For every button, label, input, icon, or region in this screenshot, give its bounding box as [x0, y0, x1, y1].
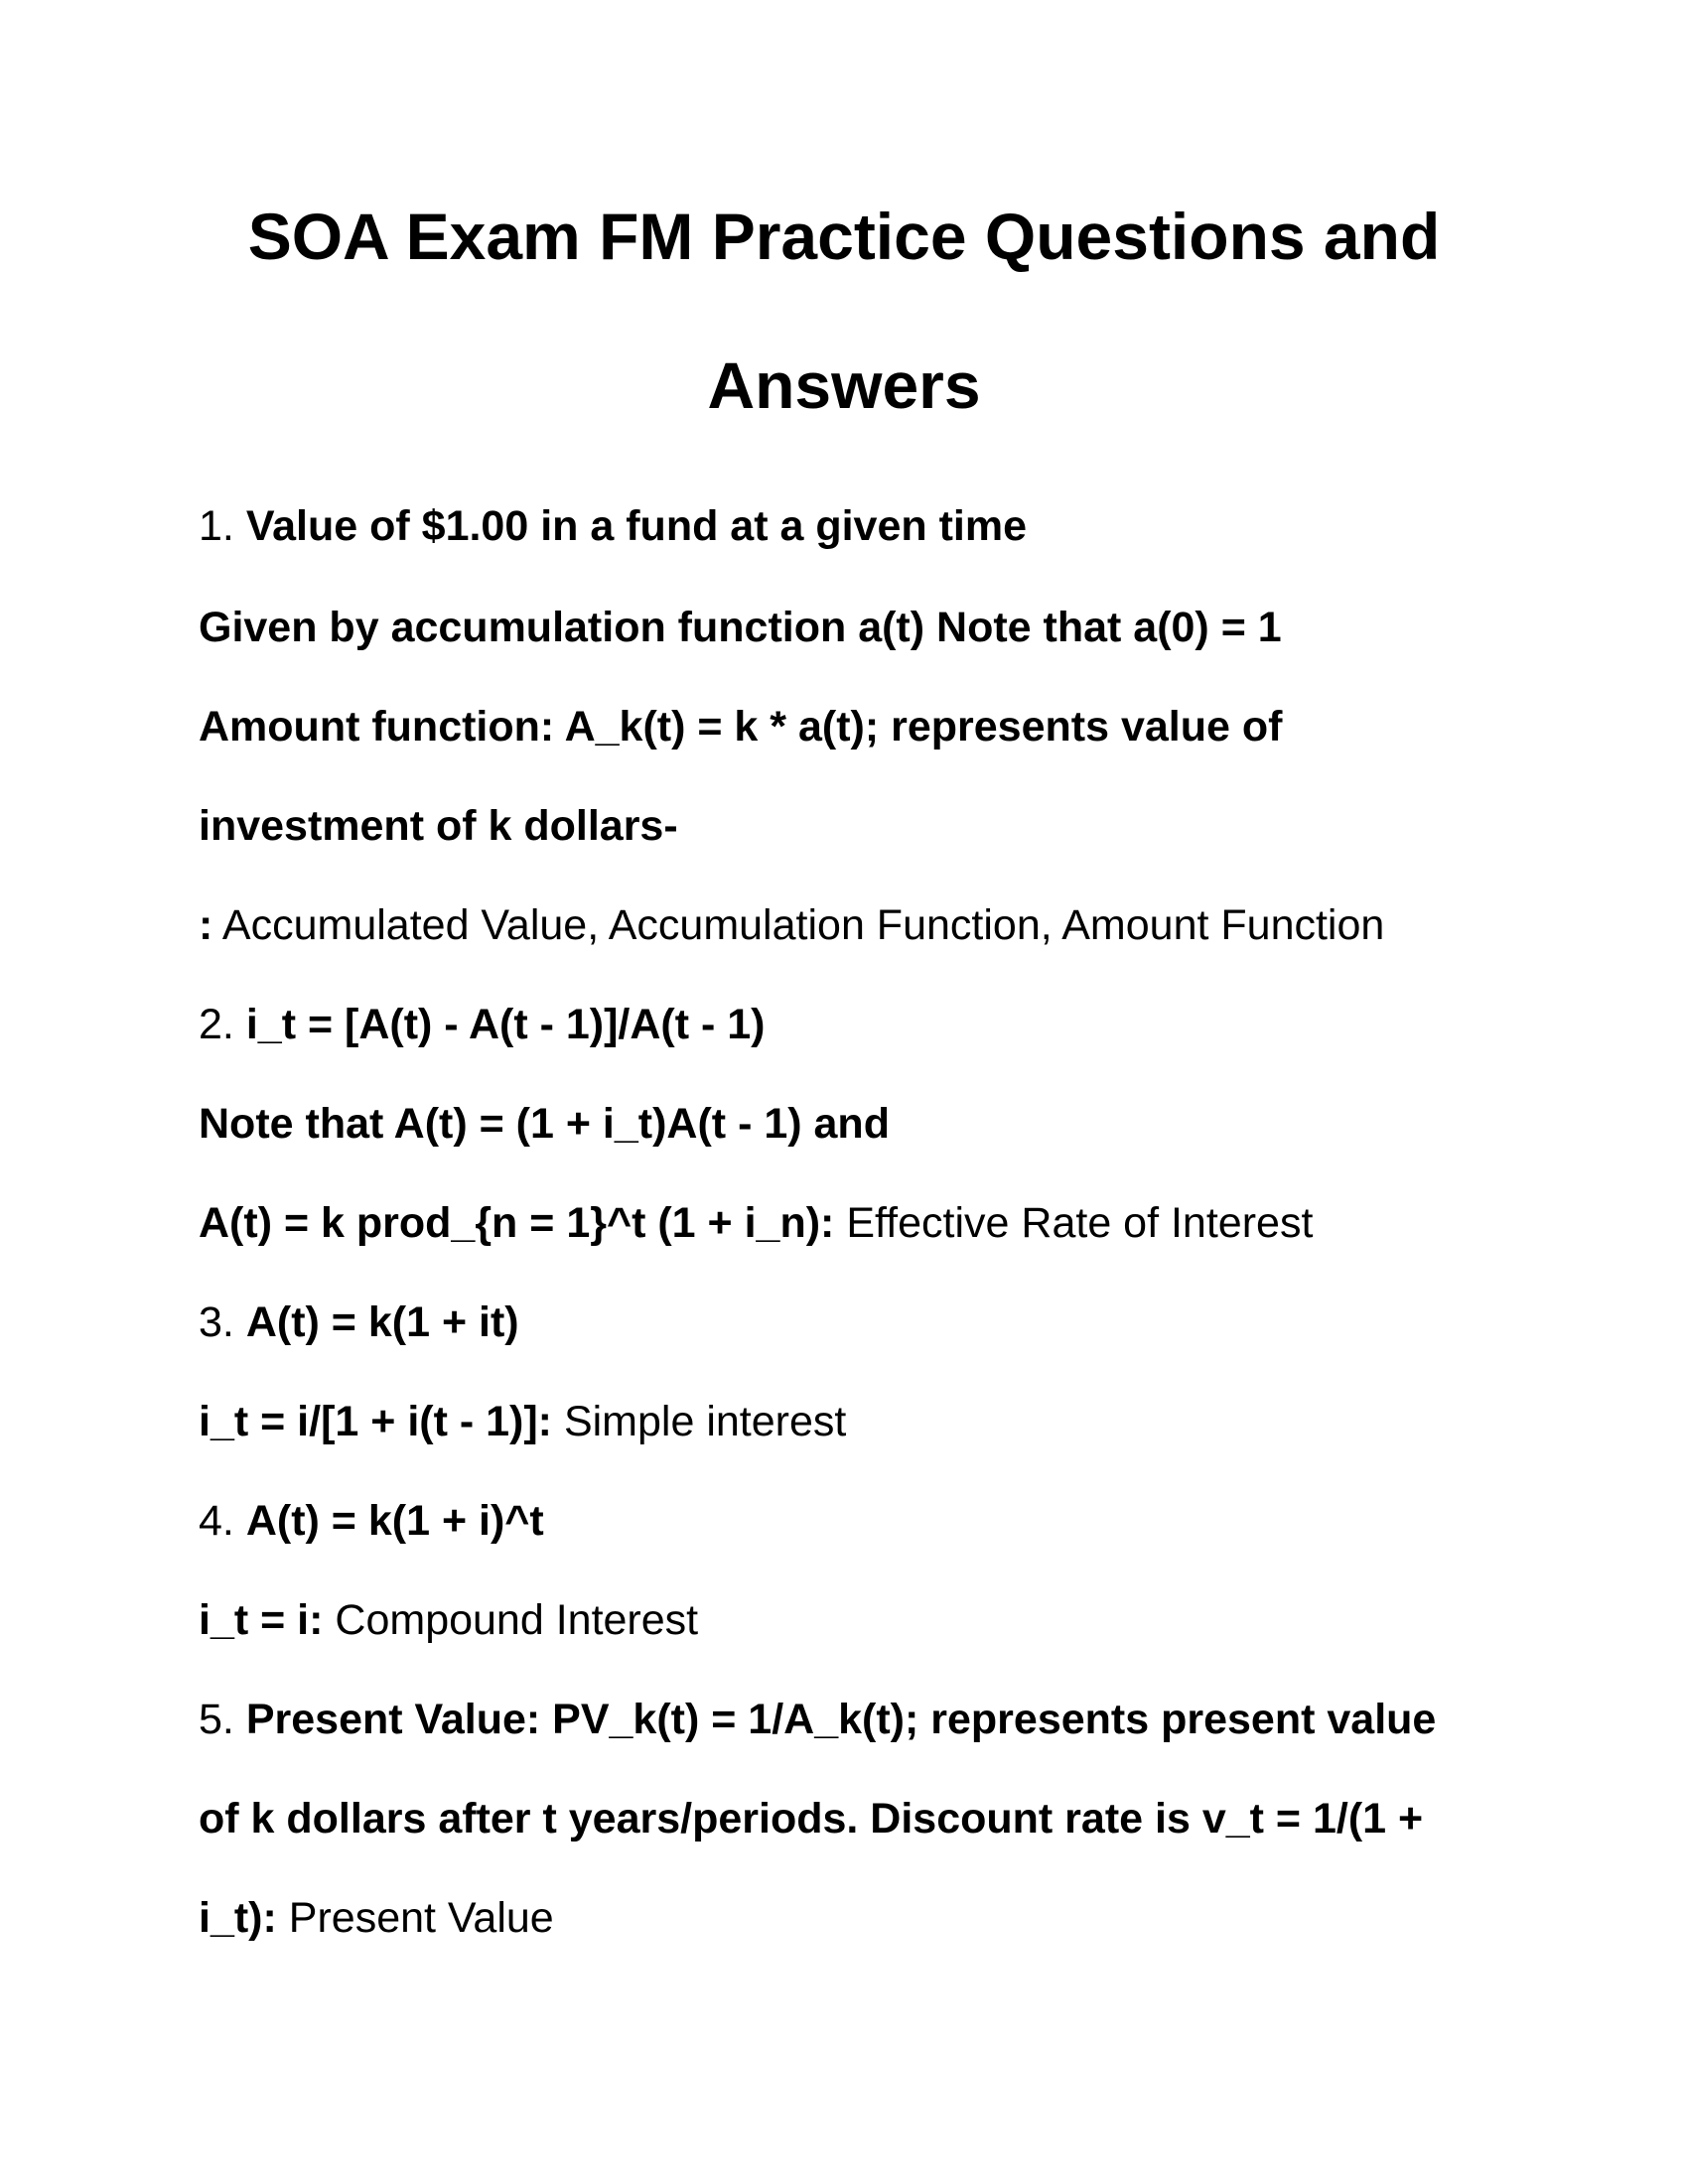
question-text: Value of $1.00 in a fund at a given time: [245, 502, 1028, 550]
page-title-line-2: Answers: [707, 348, 981, 422]
item-2-line-2: Note that A(t) = (1 + i_t)A(t - 1) and: [199, 1100, 890, 1148]
question-text: A(t) = k(1 + it): [245, 1298, 519, 1346]
answer-separator: :: [199, 901, 213, 949]
item-2-line-1: [199, 995, 766, 1054]
answer-text: Effective Rate of Interest: [846, 1199, 1314, 1247]
item-2-line-3: [199, 1193, 1313, 1253]
question-text: A(t) = k(1 + i)^t: [245, 1497, 544, 1545]
question-text: A(t) = k prod_{n = 1}^t (1 + i_n):: [199, 1199, 835, 1247]
item-number: 3.: [199, 1298, 234, 1346]
item-5-line-3: [199, 1888, 554, 1948]
item-number: 1.: [199, 502, 234, 550]
question-text: i_t = i:: [199, 1596, 324, 1644]
item-5-line-1: [199, 1690, 1436, 1749]
item-5-line-2: of k dollars after t years/periods. Discount rate is v_t = 1/(1 +: [199, 1795, 1424, 1843]
answer-text: Present Value: [288, 1894, 554, 1942]
item-1-line-1: [199, 496, 1027, 556]
page-title-line-1: SOA Exam FM Practice Questions and: [247, 200, 1441, 273]
item-1-line-3: Amount function: A_k(t) = k * a(t); represents value of: [199, 703, 1283, 751]
question-text: i_t):: [199, 1894, 277, 1942]
item-3-line-1: [199, 1293, 519, 1352]
item-3-line-2: [199, 1392, 846, 1451]
item-1-line-4: investment of k dollars-: [199, 802, 678, 850]
item-1-answer-line: [199, 895, 1384, 955]
item-number: 5.: [199, 1696, 234, 1743]
item-number: 4.: [199, 1497, 234, 1545]
answer-text: Accumulated Value, Accumulation Function, Amount Function: [221, 901, 1385, 949]
item-number: 2.: [199, 1001, 234, 1048]
item-1-line-2: Given by accumulation function a(t) Note that a(0) = 1: [199, 604, 1282, 651]
answer-text: Compound Interest: [335, 1596, 699, 1644]
question-text: Present Value: PV_k(t) = 1/A_k(t); represents present value: [245, 1696, 1437, 1743]
answer-text: Simple interest: [563, 1398, 847, 1445]
question-text: i_t = [A(t) - A(t - 1)]/A(t - 1): [245, 1001, 766, 1048]
item-4-line-1: [199, 1491, 544, 1551]
question-text: i_t = i/[1 + i(t - 1)]:: [199, 1398, 552, 1445]
item-4-line-2: [199, 1590, 698, 1650]
